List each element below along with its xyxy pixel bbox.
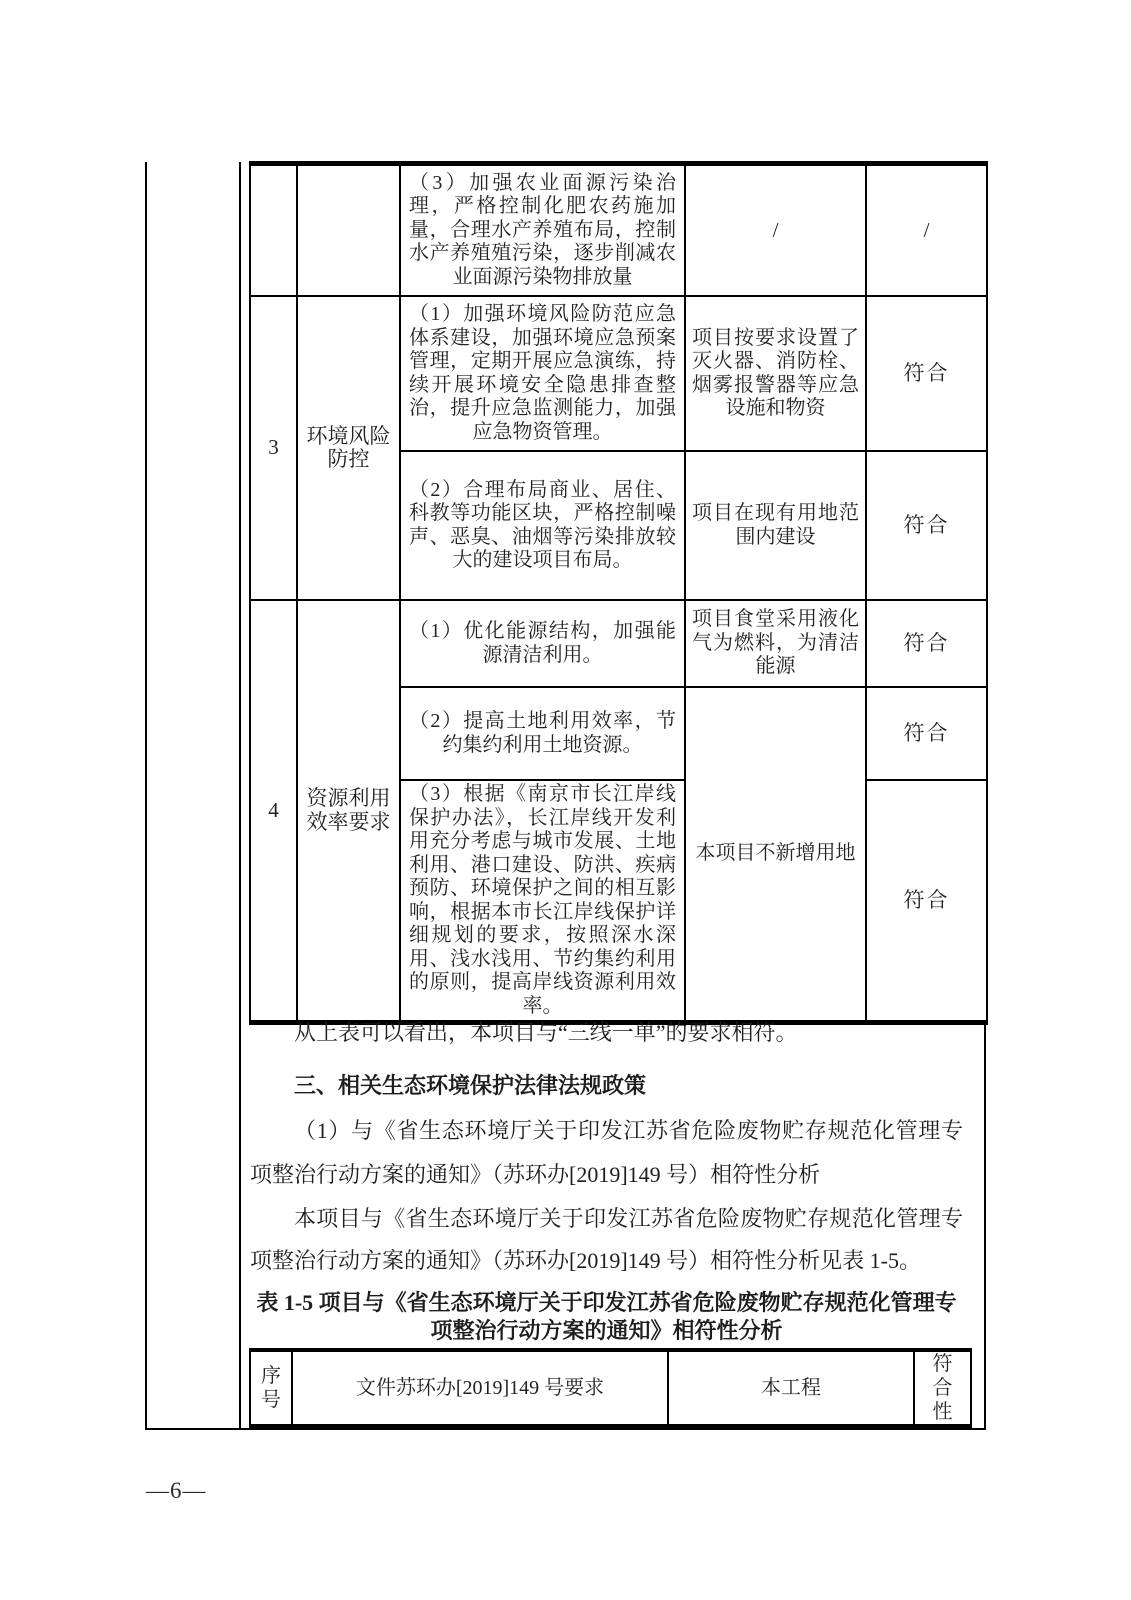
seq-cell: 4 (250, 600, 297, 1023)
paragraph-line: （1）与《省生态环境厅关于印发江苏省危险废物贮存规范化管理专 (294, 1118, 963, 1143)
paragraph-line: 项整治行动方案的通知》（苏环办[2019]149 号）相符性分析 (250, 1162, 821, 1187)
conformity-cell: 符合 (866, 600, 987, 687)
requirement-cell: （2）提高土地利用效率，节约集约利用土地资源。 (400, 687, 685, 780)
paragraph-line: 项整治行动方案的通知》（苏环办[2019]149 号）相符性分析见表 1-5。 (250, 1248, 921, 1273)
project-cell: 项目按要求设置了灭火器、消防栓、烟雾报警器等应急设施和物资 (685, 296, 866, 451)
conclusion-text: 从上表可以看出，本项目与“三线一单”的要求相符。 (294, 1020, 798, 1045)
requirement-header-cell: 文件苏环办[2019]149 号要求 (292, 1350, 668, 1427)
table-row (250, 600, 987, 687)
seq-cell: 3 (250, 296, 297, 600)
requirement-cell: （1）加强环境风险防范应急体系建设，加强环境应急预案管理，定期开展应急演练，持续开展环境安全隐患排查整治，提升应急监测能力，加强应急物资管理。 (400, 296, 685, 451)
project-cell: 项目食堂采用液化气为燃料，为清洁能源 (685, 600, 866, 687)
table-1-5-title-line: 项整治行动方案的通知》相符性分析 (430, 1318, 783, 1343)
requirement-cell: （2）合理布局商业、居住、科教等功能区块，严格控制噪声、恶臭、油烟等污染排放较大的建设项目布局。 (400, 451, 685, 600)
conformity-cell: 符合 (866, 687, 987, 780)
conformity-cell: 符合 (866, 780, 987, 1023)
table-1-5-title-line: 表 1-5 项目与《省生态环境厅关于印发江苏省危险废物贮存规范化管理专 (256, 1290, 957, 1315)
requirement-cell: （3）根据《南京市长江岸线保护办法》，长江岸线开发利用充分考虑与城市发展、土地利用、港口建设、防洪、疾病预防、环境保护之间的相互影响，根据本市长江岸线保护详细规划的要求，按照深水深用、浅水浅用、节约集约利用的原则，提高岸线资源利用效率。 (400, 780, 685, 1023)
project-cell: 本项目不新增用地 (685, 687, 866, 1023)
category-cell: 环境风险防控 (297, 296, 400, 600)
page-number: —6— (146, 1478, 207, 1503)
form-left-column-divider (239, 162, 241, 1430)
section-heading: 三、相关生态环境保护法律法规政策 (294, 1073, 647, 1098)
requirement-cell: （3）加强农业面源污染治理，严格控制化肥农药施加量，合理水产养殖布局，控制水产养殖殖污染，逐步削减农业面源污染物排放量 (400, 164, 685, 297)
table-row (250, 1350, 971, 1427)
sanxian-compliance-table (249, 161, 988, 1025)
project-cell: 项目在现有用地范围内建设 (685, 451, 866, 600)
table-row (250, 164, 987, 297)
project-cell: / (685, 164, 866, 297)
project-header-cell: 本工程 (668, 1350, 914, 1427)
table-row (250, 296, 987, 451)
seq-cell (250, 164, 297, 297)
conformity-header-cell: 符合性 (914, 1350, 971, 1427)
paragraph-line: 本项目与《省生态环境厅关于印发江苏省危险废物贮存规范化管理专 (294, 1206, 963, 1231)
conformity-cell: / (866, 164, 987, 297)
conformity-cell: 符合 (866, 296, 987, 451)
table-1-5-header (249, 1348, 972, 1429)
category-cell (297, 164, 400, 297)
category-cell: 资源利用效率要求 (297, 600, 400, 1023)
requirement-cell: （1）优化能源结构，加强能源清洁利用。 (400, 600, 685, 687)
conformity-cell: 符合 (866, 451, 987, 600)
seq-header-cell: 序号 (250, 1350, 292, 1427)
